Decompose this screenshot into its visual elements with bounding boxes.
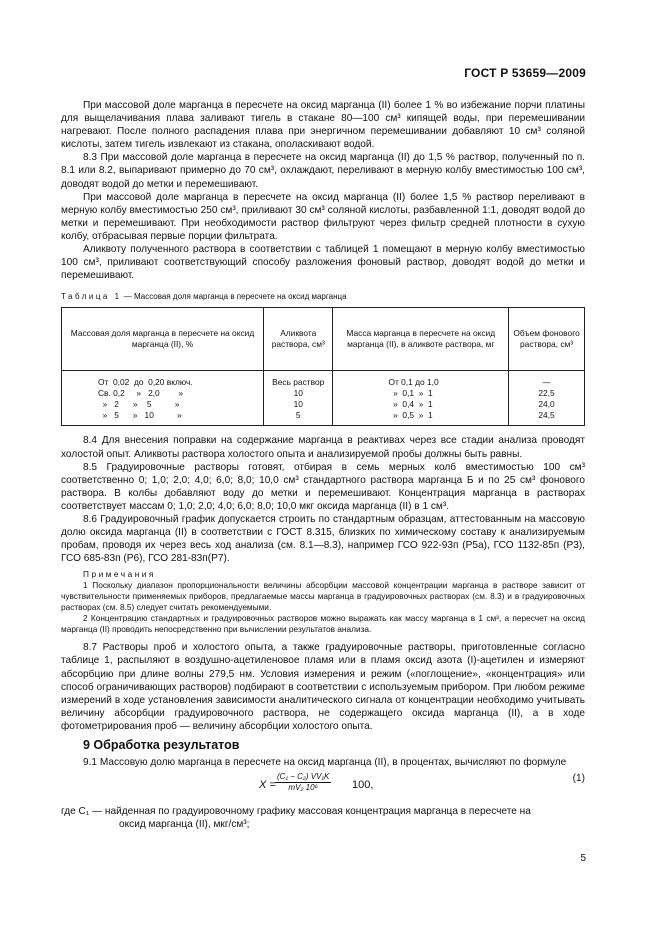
table-cell: 24,5 — [538, 410, 555, 421]
table-caption-label: Таблица 1 — [61, 292, 122, 302]
paragraph-8-6: 8.6 Градуировочный график допускается строить по стандартным образцам, аттестованным на массовую долю оксида марганца (II) в соответствии с ГОСТ 8.315, близких по химическому составу к анализируемым пробам, проводя их через весь ход анализа (см. 8.1—8.3), например ГСО 922-93п (Р5а), ГСО 1132-85п (Р3), ГСО 685-83п (Р6), ГСО 281-83п(Р7). — [61, 513, 585, 565]
table-cell: » 0,5 » 1 — [388, 410, 433, 421]
table-column — [264, 371, 333, 426]
paragraph-8-5: 8.5 Градуировочные растворы готовят, отбирая в семь мерных колб вместимостью 100 см³ соответственно 0; 1,0; 2,0; 4,0; 6,0; 8,0; 10,0 см³ стандартного раствора марганца Б и по 25 см³ фонового раствора. В колбы добавляют воду до метки и перемешивают. Концентрация марганца в растворах соответствует массам 0; 1,0; 2,0; 4,0; 6,0; 8,0; 10,0 мкг оксида марганца (II) в 1 см³. — [61, 461, 585, 512]
formula-denominator: mV₂ 10⁶ — [288, 783, 318, 793]
table-cell: 5 — [295, 410, 301, 421]
table-cell: Св. 0,2 » 2,0 » — [98, 388, 183, 399]
page-content — [61, 99, 585, 831]
table-cell: 22,5 — [538, 388, 555, 399]
table-column — [509, 371, 585, 426]
formula-numerator: (C₁ − C₂) VV₁K — [277, 772, 330, 782]
table-header: Объем фонового раствора, см³ — [509, 308, 585, 371]
section-title: 9 Обработка результатов — [83, 738, 240, 752]
table-caption — [61, 290, 585, 303]
where-block — [61, 805, 585, 831]
paragraph-9-1: 9.1 Массовую долю марганца в пересчете на оксид марганца (II), в процентах, вычисляют по формуле — [83, 757, 567, 769]
table-cell: — — [542, 377, 551, 388]
table-header: Масса марганца в пересчете на оксид марганца (II), в аликвоте раствора, мг — [333, 308, 509, 371]
note-item: 1 Поскольку диапазон пропорциональности величины абсорбции массовой концентрации марганца в растворе зависит от чувствительности применяемых приборов, предлагаемые массы марганца в градуировочных растворах (см. 8.3) и в градуировочных растворах (см. 8.5) следует считать рекомендуемыми. — [61, 580, 585, 613]
where-line: оксид марганца (II), мкг/см³; — [119, 819, 250, 831]
page-number: 5 — [580, 853, 586, 864]
table-caption-text: — Массовая доля марганца в пересчете на оксид марганца — [121, 292, 347, 302]
paragraph: При массовой доле марганца в пересчете на оксид марганца (II) более 1 % во избежание порчи платины для выщелачивания плава заливают тигель в стакане 80—100 см³ кипящей воды, при перемешивании нагревают. После полного распадения плава при энергичном перемешивании добавляют 10 см³ соляной кислоты, затем тигель извлекают из стакана, ополаскивают водой. — [61, 100, 585, 151]
paragraph-8-3: 8.3 При массовой доле марганца в пересчете на оксид марганца (II) до 1,5 % раствор, полученный по п. 8.1 или 8.2, выпаривают примерно до 70 см³, охлаждают, переливают в мерную колбу вместимостью 100 см³, доводят водой до метки и перемешивают. — [61, 152, 585, 190]
document-header: ГОСТ Р 53659—2009 — [464, 66, 586, 80]
table-cell: » 2 » 5 » — [98, 399, 180, 410]
table-column — [62, 371, 264, 426]
table-cell: Весь раствор — [272, 377, 325, 388]
paragraph: Аликвоту полученного раствора в соответствии с таблицей 1 помещают в мерную колбу вместимостью 100 см³, приливают соответствующий способу разложения фоновый раствор, доводят водой до метки и перемешивают. — [61, 244, 585, 282]
table-cell: 10 — [293, 399, 303, 410]
manganese-table — [61, 307, 585, 426]
formula-number: (1) — [572, 773, 585, 785]
note-item: 2 Концентрацию стандартных и градуировочных растворов можно выражать как массу марганца в 1 см³, а пересчет на оксид марганца (II) проводить непосредственно при вычислении результатов анализа. — [61, 613, 585, 635]
table-cell: » 5 » 10 » — [98, 410, 182, 421]
table-body — [62, 371, 585, 426]
table-header: Массовая доля марганца в пересчете на оксид марганца (II), % — [62, 308, 264, 371]
where-line: где C₁ — найденная по градуировочному графику массовая концентрация марганца в пересчете на — [61, 806, 531, 818]
table-column — [333, 371, 509, 426]
table-header-row — [62, 308, 585, 371]
paragraph-8-4: 8.4 Для внесения поправки на содержание марганца в реактивах через все стадии анализа проводят холостой опыт. Аликвоты раствора холостого опыта и анализируемой пробы должны быть равны. — [61, 435, 585, 460]
table-cell: » 0,1 » 1 — [388, 388, 433, 399]
table-cell: От 0,1 до 1,0 — [388, 377, 439, 388]
table-cell: 24,0 — [538, 399, 555, 410]
table-cell: От 0,02 до 0,20 включ. — [98, 377, 193, 388]
table-header: Аликвота раствора, см³ — [264, 308, 333, 371]
formula-fraction — [275, 772, 331, 793]
table-cell: 10 — [293, 388, 303, 399]
notes-block — [61, 569, 585, 635]
formula-lhs: X = — [259, 779, 276, 792]
paragraph-8-7: 8.7 Растворы проб и холостого опыта, а также градуировочные растворы, приготовленные согласно таблице 1, распыляют в воздушно-ацетиленовое пламя или в пламя оксид азота (I)-ацетилен и измеряют абсорбцию при длине волны 279,5 нм. Условия измерения и режим («поглощение», «концентрация» или способ ограничивающих растворов) подбирают в соответствии с используемым прибором. При любом режиме измерений в ходе установления зависимости аналитического сигнала от концентрации необходимо учитывать величину абсорбции градуировочного раствора, не содержащего оксида марганца (II), а в ходе фотометрирования проб — величину абсорбции холостого опыта. — [61, 642, 585, 732]
notes-heading: Примечания — [83, 569, 156, 580]
paragraph: При массовой доле марганца в пересчете на оксид марганца (II) более 1,5 % раствор переливают в мерную колбу вместимостью 250 см³, приливают 30 см³ соляной кислоты, разбавленной 1:1, доводят водой до метки и перемешивают. При необходимости раствор фильтруют через фильтр средней плотности в сухую колбу, отбрасывая первые порции фильтрата. — [61, 191, 585, 242]
formula-tail: 100, — [352, 779, 374, 792]
formula — [61, 771, 585, 799]
table-cell: » 0,4 » 1 — [388, 399, 433, 410]
